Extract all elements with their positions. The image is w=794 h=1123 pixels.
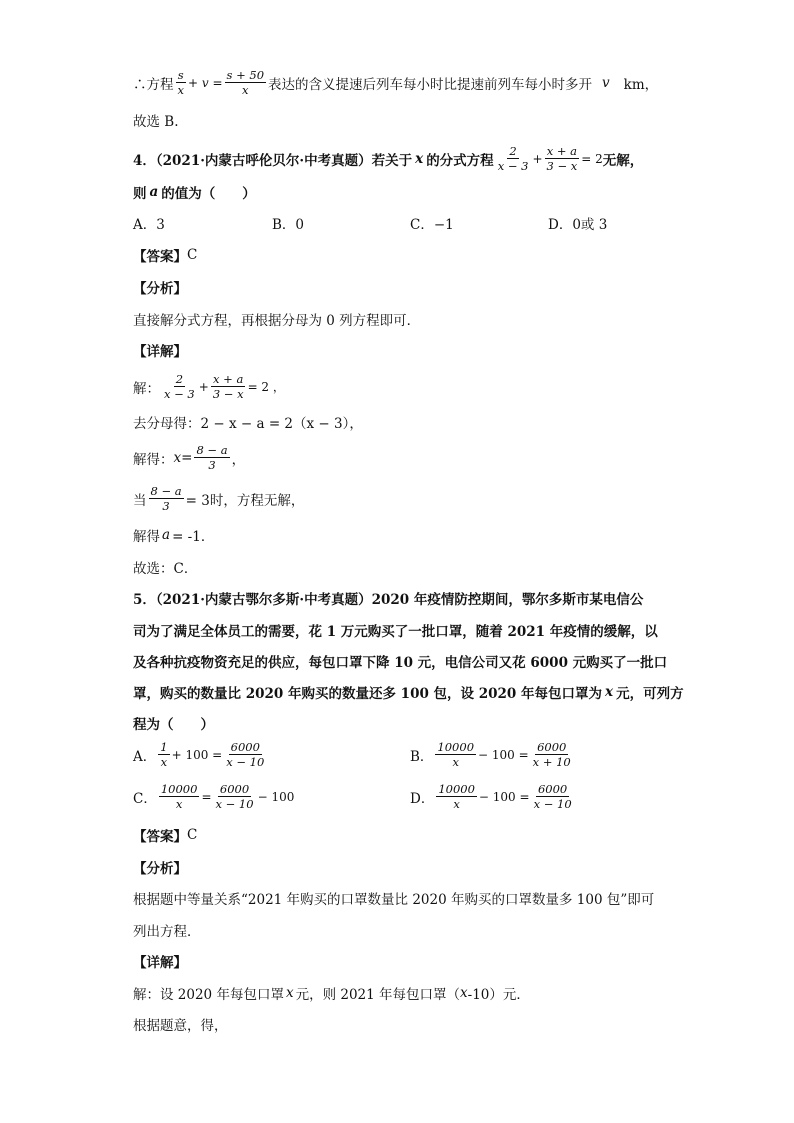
step3-fraction: $\frac{8 - a}{3}$: [196, 443, 228, 473]
q4-option-c: C．−1: [410, 217, 454, 233]
q4-fraction-2: $\frac{x + a}{3 - x}$: [546, 144, 578, 174]
q5-option-b: B． $\frac{10000}{x}$ − 100 = $\frac{6000}{x + 10}$: [410, 740, 571, 770]
q5-option-c: C． $\frac{10000}{x}$ = $\frac{6000}{x - 10}$ − 100: [133, 782, 295, 812]
q5-option-d: D． $\frac{10000}{x}$ − 100 = $\frac{6000}{x - 10}$: [410, 782, 572, 812]
q4-stem-line-1: 4．（2021·内蒙古呼伦贝尔·中考真题）若关于 x 的分式方程 $\frac{2}{x - 3}$ + $\frac{x + a}{3 - x}$ = 2 无解，: [133, 144, 644, 174]
q4-option-d: D．0或 3: [548, 217, 608, 233]
conclusion-line: [133, 68, 658, 98]
answer-label: 【答案】: [133, 249, 187, 265]
answer-value: C: [187, 247, 198, 263]
fraction-s-over-x: $\frac{s}{x}$: [177, 68, 184, 98]
q5-analysis-line-2: 列出方程．: [133, 924, 201, 940]
q4-analysis-text: 直接解分式方程，再根据分母为 0 列方程即可．: [133, 313, 421, 329]
q4-step-4: 当 $\frac{8 - a}{3}$ = 3时，方程无解，: [133, 484, 305, 514]
q4-fraction-1: $\frac{2}{x - 3}$: [497, 144, 529, 174]
q5-option-a: A． $\frac{1}{x}$ + 100 = $\frac{6000}{x - 10}$: [133, 740, 265, 770]
answer-label: 【答案】: [133, 829, 187, 845]
answer-value: C: [187, 827, 198, 843]
q4-detail-label: 【详解】: [133, 344, 187, 360]
q4-analysis-label: 【分析】: [133, 281, 187, 297]
q4-step-1: 解： $\frac{2}{x - 3}$ + $\frac{x + a}{3 - x}$ = 2 ，: [133, 372, 285, 402]
step1-fraction-1: $\frac{2}{x - 3}$: [164, 372, 195, 402]
fraction-s50-over-x: $\frac{s + 50}{x}$: [226, 68, 265, 98]
unit-text: km，: [623, 76, 659, 93]
q4-option-b: B．0: [272, 217, 305, 233]
q5-answer-line: [133, 825, 197, 845]
q5-detail-line-1: 解：设 2020 年每包口罩 x 元，则 2021 年每包口罩（ x -10）元．: [133, 985, 530, 1003]
q4-step-3: 解得： x = $\frac{8 - a}{3}$ ，: [133, 443, 246, 473]
plus-v-text: + v =: [188, 75, 223, 90]
q4-step-5: 解得 a = -1．: [133, 527, 215, 545]
q5-stem-line-4: 罩，购买的数量比 2020 年购买的数量还多 100 包，设 2020 年每包口罩为 x 元，可列方: [133, 684, 684, 702]
therefore-text: ∴方程: [133, 76, 174, 93]
q4-option-a: A．3: [133, 217, 165, 233]
choose-b-line: 故选 B.: [133, 114, 179, 130]
q5-stem-line-5: 程为（ ）: [133, 717, 214, 733]
q5-analysis-line-1: 根据题中等量关系“2021 年购买的口罩数量比 2020 年购买的口罩数量多 100 包”即可: [133, 892, 655, 908]
step1-fraction-2: $\frac{x + a}{3 - x}$: [212, 372, 244, 402]
meaning-text: 表达的含义提速后列车每小时比提速前列车每小时多开: [268, 76, 593, 93]
q5-stem-line-1: 5．（2021·内蒙古鄂尔多斯·中考真题）2020 年疫情防控期间，鄂尔多斯市某电信公: [133, 592, 644, 608]
q5-detail-line-2: 根据题意，得，: [133, 1018, 228, 1034]
q4-answer-line: [133, 245, 197, 265]
variable-v: v: [602, 74, 610, 91]
q5-analysis-label: 【分析】: [133, 861, 187, 877]
q4-step-6: 故选：C．: [133, 561, 198, 577]
step4-fraction: $\frac{8 - a}{3}$: [150, 484, 182, 514]
q5-stem-line-2: 司为了满足全体员工的需要，花 1 万元购买了一批口罩，随着 2021 年疫情的缓解，以: [133, 624, 658, 640]
q5-detail-label: 【详解】: [133, 955, 187, 971]
q5-stem-line-3: 及各种抗疫物资充足的供应，每包口罩下降 10 元，电信公司又花 6000 元购买了一批口: [133, 655, 668, 671]
q4-stem-line-2: 则 a 的值为（ ）: [133, 184, 256, 202]
q4-step-2: 去分母得：2 − x − a = 2（x − 3），: [133, 416, 363, 432]
